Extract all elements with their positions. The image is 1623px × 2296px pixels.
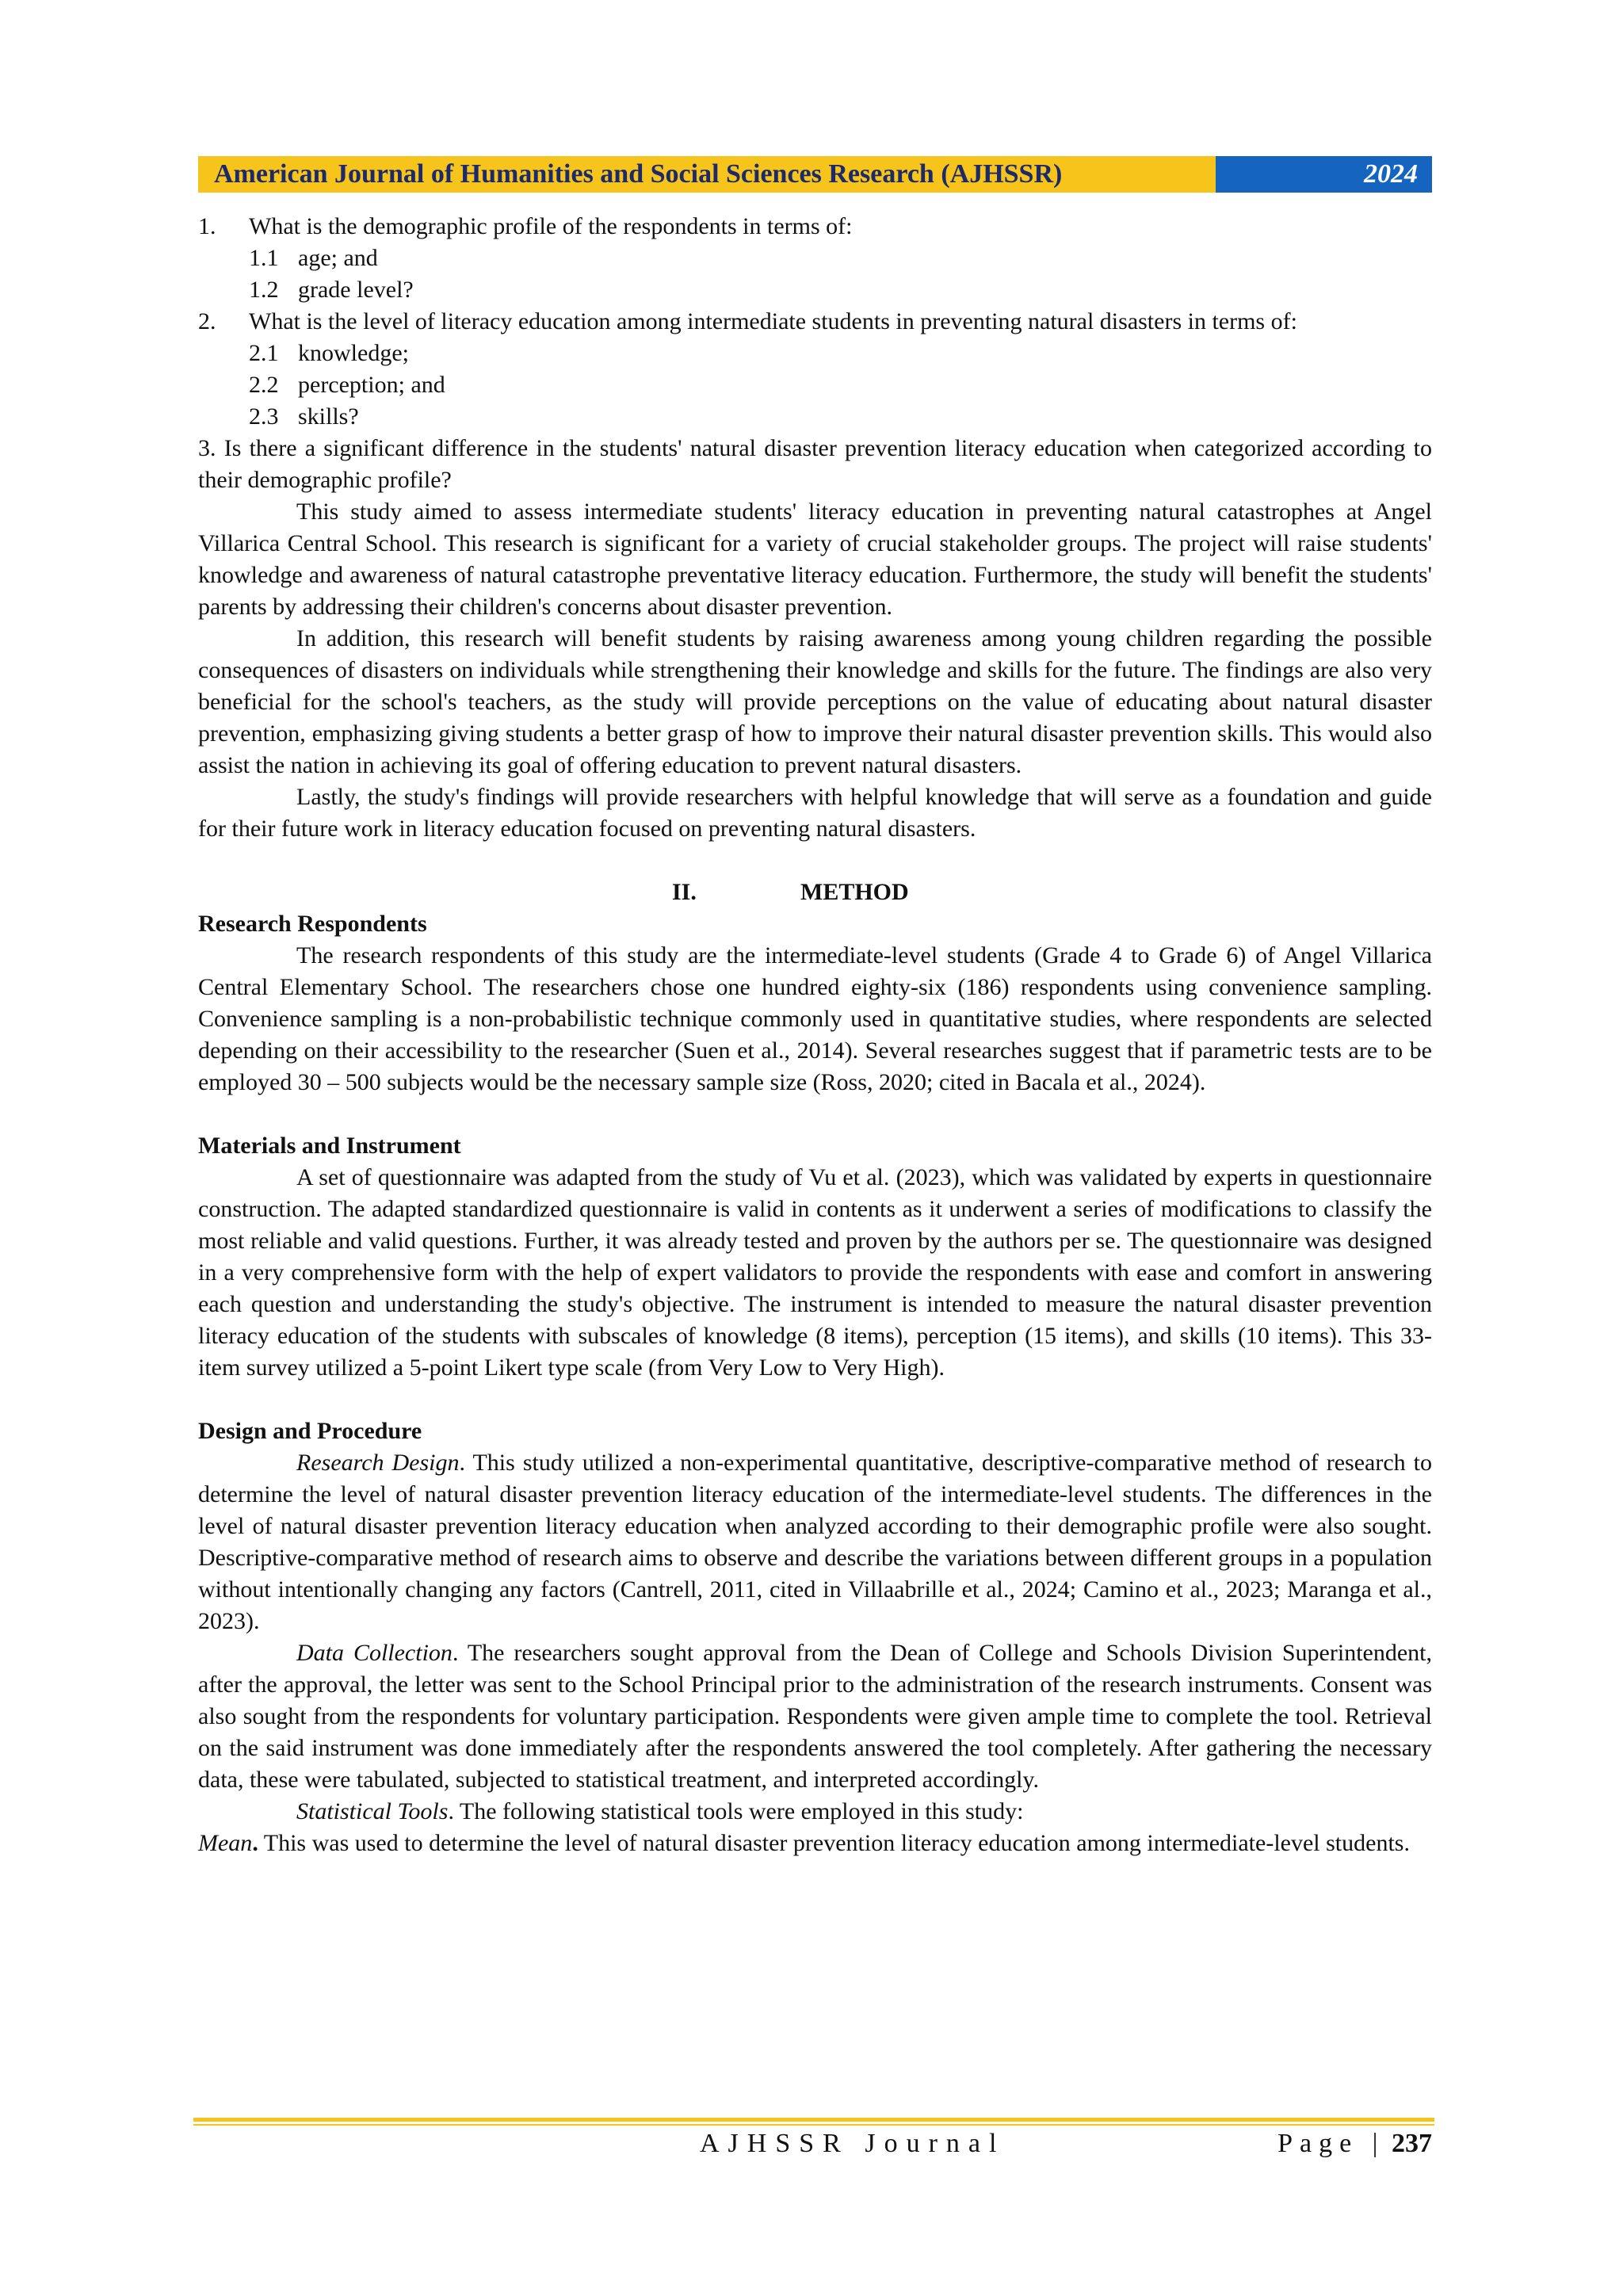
subsection-heading-respondents: Research Respondents [198,911,427,937]
sub-number: 2.2 [249,372,279,398]
spacer [198,845,1432,877]
question-number: 2. [198,308,216,334]
footer-page-number [1277,2129,1432,2159]
question-text: What is the level of literacy education among intermediate students in preventing natural disasters in terms of: [249,308,1297,334]
spacer [198,1098,1432,1130]
page-label: Page | [1277,2129,1385,2158]
statistical-tools-label: Statistical Tools [296,1798,449,1824]
question-2-sub-1 [198,338,1432,369]
sub-text: age; and [298,245,378,271]
question-1-sub-1 [198,243,1432,274]
research-design-label: Research Design [296,1450,460,1476]
question-2-sub-3 [198,401,1432,433]
section-number: II. [672,879,697,905]
mean-text: This was used to determine the level of natural disaster prevention literacy education among intermediate-level students. [258,1830,1410,1856]
question-text: What is the demographic profile of the respondents in terms of: [249,213,853,239]
data-collection-text: . The researchers sought approval from the Dean of College and Schools Division Superintendent, after the approval, the letter was sent to the School Principal prior to the administration of the research instruments. Consent was also sought from the respondents for voluntary participation. Respondents were given ample time to complete the tool. Retrieval on the said instrument was done immediately after the respondents answered the tool completely. After gathering the necessary data, these were tabulated, subjected to statistical treatment, and interpreted accordingly. [198,1640,1433,1793]
question-1-sub-2 [198,274,1432,306]
body-text [198,211,1432,1859]
question-2-sub-2 [198,369,1432,401]
sub-text: knowledge; [298,340,409,366]
page-number: 237 [1392,2129,1432,2158]
statistical-tools-text: . The following statistical tools were employed in this study: [448,1798,1024,1824]
research-design-text: . This study utilized a non-experimental quantitative, descriptive-comparative method of research to determine the level of natural disaster prevention literacy education of the intermediate-level students. The differences in the level of natural disaster prevention literacy education when analyzed according to their demographic profile were also sought. Descriptive-comparative method of research aims to observe and describe the variations between different groups in a population without intentionally changing any factors (Cantrell, 2011, cited in Villaabrille et al., 2024; Camino et al., 2023; Maranga et al., 2023). [198,1450,1432,1634]
sub-number: 1.1 [249,245,279,271]
sub-text: grade level? [298,277,414,303]
section-title: METHOD [800,879,909,905]
sub-number: 1.2 [249,277,279,303]
materials-paragraph: A set of questionnaire was adapted from the study of Vu et al. (2023), which was validated by experts in questionnaire construction. The adapted standardized questionnaire is valid in contents as it underwent a series of modifications to classify the most reliable and valid questions. Further, it was already tested and proven by the authors per se. The questionnaire was designed in a very comprehensive form with the help of expert validators to provide the respondents with ease and comfort in answering each question and understanding the study's objective. The instrument is intended to measure the natural disaster prevention literacy education of the students with subscales of knowledge (8 items), perception (15 items), and skills (10 items). This 33-item survey utilized a 5-point Likert type scale (from Very Low to Very High). [198,1164,1432,1381]
sub-number: 2.1 [249,340,279,366]
journal-title: American Journal of Humanities and Social Sciences Research (AJHSSR) [198,156,1216,193]
question-3: 3. Is there a significant difference in the students' natural disaster prevention literacy education when categorized according to their demographic profile? [198,435,1432,493]
intro-paragraph-1: This study aimed to assess intermediate students' literacy education in preventing natural catastrophes at Angel Villarica Central School. This research is significant for a variety of crucial stakeholder groups. The project will raise students' knowledge and awareness of natural catastrophe preventative literacy education. Furthermore, the study will benefit the students' parents by addressing their children's concerns about disaster prevention. [198,499,1432,620]
data-collection-paragraph [198,1637,1432,1796]
footer-rule-thin [193,2124,1434,2126]
research-design-paragraph [198,1447,1432,1637]
section-heading-method [198,877,1432,908]
question-2 [198,306,1432,338]
mean-label: Mean [198,1830,253,1856]
spacer [198,1384,1432,1415]
mean-dot: . [252,1830,258,1856]
question-number: 1. [198,213,216,239]
sub-text: skills? [298,403,359,430]
mean-paragraph [198,1828,1432,1859]
footer-rule [193,2118,1434,2122]
subsection-heading-materials: Materials and Instrument [198,1133,461,1159]
journal-year: 2024 [1216,156,1432,193]
question-1 [198,211,1432,243]
sub-text: perception; and [298,372,445,398]
respondents-paragraph: The research respondents of this study are the intermediate-level students (Grade 4 to Grade 6) of Angel Villarica Central Elementary School. The researchers chose one hundred eighty-six (186) respondents using convenience sampling. Convenience sampling is a non-probabilistic technique commonly used in quantitative studies, where respondents are selected depending on their accessibility to the researcher (Suen et al., 2014). Several researches suggest that if parametric tests are to be employed 30 – 500 subjects would be the necessary sample size (Ross, 2020; cited in Bacala et al., 2024). [198,942,1432,1095]
statistical-tools-paragraph [198,1796,1432,1828]
sub-number: 2.3 [249,403,279,430]
intro-paragraph-3: Lastly, the study's findings will provide researchers with helpful knowledge that will serve as a foundation and guide for their future work in literacy education focused on preventing natural disasters. [198,784,1432,842]
footer-journal-name: AJHSSR Journal [700,2129,1006,2158]
data-collection-label: Data Collection [296,1640,453,1666]
journal-header-band [198,156,1432,193]
intro-paragraph-2: In addition, this research will benefit students by raising awareness among young children regarding the possible consequences of disasters on individuals while strengthening their knowledge and skills for the future. The findings are also very beneficial for the school's teachers, as the study will provide perceptions on the value of educating about natural disaster prevention, emphasizing giving students a better grasp of how to improve their natural disaster prevention skills. This would also assist the nation in achieving its goal of offering education to prevent natural disasters. [198,625,1432,778]
subsection-heading-design: Design and Procedure [198,1418,422,1444]
